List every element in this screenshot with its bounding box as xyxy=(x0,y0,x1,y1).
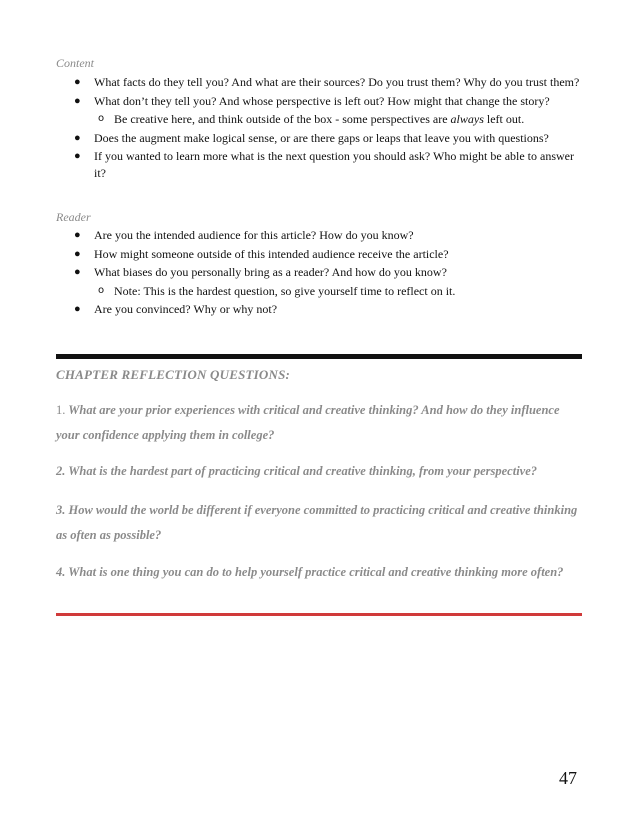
chapter-reflection-heading: CHAPTER REFLECTION QUESTIONS: xyxy=(56,367,291,382)
reflection-question-1 xyxy=(56,398,586,448)
list-item xyxy=(56,246,586,263)
reflection-question-3: 3. How would the world be different if everyone committed to practicing critical and creative thinking as often as possible? xyxy=(56,503,578,542)
bullet-icon: ● xyxy=(74,266,81,278)
list-item xyxy=(56,227,586,244)
list-item xyxy=(56,93,586,110)
list-item-text: What don’t they tell you? And whose perspective is left out? How might that change the story? xyxy=(94,93,550,108)
list-item-text: If you wanted to learn more what is the next question you should ask? Who might be able to answer it? xyxy=(94,149,574,180)
list-item xyxy=(56,148,586,181)
list-item-text: How might someone outside of this intended audience receive the article? xyxy=(94,246,449,261)
list-item-text: Are you convinced? Why or why not? xyxy=(94,302,278,316)
circle-bullet-icon: o xyxy=(98,284,105,296)
bullet-icon: ● xyxy=(74,150,81,162)
list-item xyxy=(56,74,586,91)
content-bullet-list xyxy=(56,74,586,183)
question-text: What are your prior experiences with critical and creative thinking? And how do they influence your confidence applying them in college? xyxy=(56,403,560,442)
reflection-question-2: 2. What is the hardest part of practicing critical and creative thinking, from your perspective? xyxy=(56,464,538,478)
bullet-icon: ● xyxy=(74,303,81,315)
content-section-label: Content xyxy=(56,56,94,70)
sub-item-text-before: Be creative here, and think outside of the box - some perspectives are xyxy=(114,112,451,126)
list-item-text: What biases do you personally bring as a reader? And how do you know? xyxy=(94,265,447,279)
sub-list-item xyxy=(56,283,586,300)
section-divider-black xyxy=(56,354,582,359)
list-item xyxy=(56,264,586,281)
sub-list-item xyxy=(56,111,586,128)
list-item xyxy=(56,301,586,318)
list-item xyxy=(56,130,586,147)
bullet-icon: ● xyxy=(74,247,81,260)
page-number: 47 xyxy=(559,768,577,788)
reader-section-label: Reader xyxy=(56,210,91,224)
bullet-icon: ● xyxy=(74,94,81,107)
list-item-text: Does the augment make logical sense, or are there gaps or leaps that leave you with questions? xyxy=(94,130,549,145)
list-item-text: What facts do they tell you? And what are their sources? Do you trust them? Why do you trust them? xyxy=(94,75,580,89)
bullet-icon: ● xyxy=(74,229,81,241)
sub-item-text-after: left out. xyxy=(483,112,525,126)
bullet-icon: ● xyxy=(74,76,81,88)
question-number: 1. xyxy=(56,403,66,417)
reader-bullet-list xyxy=(56,227,586,320)
sub-item-emphasis: always xyxy=(450,112,484,126)
circle-bullet-icon: o xyxy=(98,113,105,124)
section-divider-red xyxy=(56,613,582,616)
list-item-text: Are you the intended audience for this article? How do you know? xyxy=(94,228,414,242)
sub-item-text: Note: This is the hardest question, so give yourself time to reflect on it. xyxy=(114,283,456,298)
bullet-icon: ● xyxy=(74,131,81,144)
reflection-question-4: 4. What is one thing you can do to help yourself practice critical and creative thinking more often? xyxy=(56,565,564,579)
